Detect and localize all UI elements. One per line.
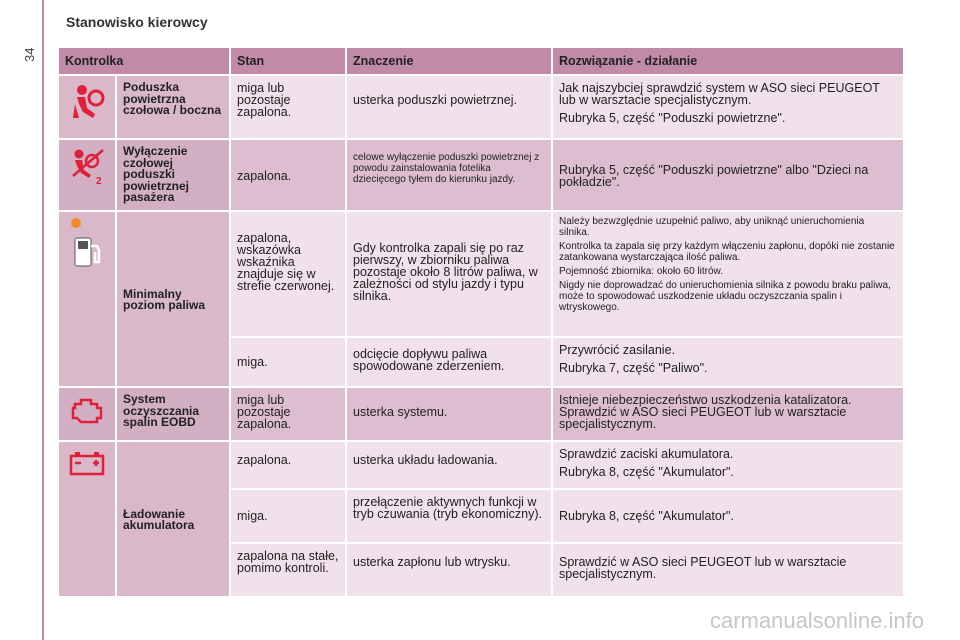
passenger-airbag-off-state: zapalona.: [230, 139, 346, 211]
airbag-state: miga lub pozostaje zapalona.: [230, 75, 346, 139]
airbag-warning-icon: [67, 82, 107, 122]
solution-text: Przywrócić zasilanie.: [559, 343, 676, 357]
page-side-bar: [42, 0, 44, 640]
battery-state-1: zapalona.: [230, 441, 346, 489]
page-number: 34: [22, 47, 37, 62]
table-row: [58, 441, 904, 489]
eobd-name: System oczyszczania spalin EOBD: [116, 387, 230, 441]
solution-text: Rubryka 5, część "Poduszki powietrzne" albo "Dzieci na pokładzie".: [559, 163, 869, 189]
watermark: carmanualsonline.info: [709, 608, 924, 633]
solution-text: Należy bezwzględnie uzupełnić paliwo, aby uniknąć unieruchomienia silnika.: [559, 216, 865, 238]
warning-lights-table: [57, 46, 905, 598]
table-row: [58, 211, 904, 337]
solution-text: Istnieje niebezpieczeństwo uszkodzenia katalizatora. Sprawdzić w ASO sieci PEUGEOT lub w warsztacie specjalistycznym.: [559, 393, 852, 431]
battery-meaning-1: usterka układu ładowania.: [346, 441, 552, 489]
solution-text: Sprawdzić w ASO sieci PEUGEOT lub w warsztacie specjalistycznym.: [559, 555, 847, 581]
low-fuel-name: Minimalny poziom paliwa: [116, 211, 230, 387]
solution-text: Nigdy nie doprowadzać do unieruchomienia silnika z powodu braku paliwa, może to spowodować uszkodzenie układu oczyszczania spalin i wtryskowego.: [559, 280, 891, 313]
eobd-solution: [552, 387, 904, 441]
table-row: [58, 75, 904, 139]
solution-text: Rubryka 7, część "Paliwo".: [559, 361, 708, 375]
low-fuel-state-1: zapalona, wskazówka wskaźnika znajduje się w strefie czerwonej.: [230, 211, 346, 337]
icon-cell: [58, 211, 116, 387]
battery-meaning-3: usterka zapłonu lub wtrysku.: [346, 543, 552, 597]
battery-solution-1: [552, 441, 904, 489]
table-row: [58, 387, 904, 441]
passenger-airbag-off-solution: [552, 139, 904, 211]
table-header-row: [58, 47, 904, 75]
passenger-airbag-off-meaning: celowe wyłączenie poduszki powietrznej z powodu zainstalowania fotelika dziecięcego tyłem do kierunku jazdy.: [346, 139, 552, 211]
solution-text: Rubryka 5, część "Poduszki powietrzne".: [559, 111, 786, 125]
icon-cell: [58, 387, 116, 441]
battery-solution-2: [552, 489, 904, 543]
svg-text:2: 2: [96, 176, 102, 186]
solution-text: Kontrolka ta zapala się przy każdym włączeniu zapłonu, dopóki nie zostanie zatankowana wystarczająca ilość paliwa.: [559, 241, 895, 263]
battery-icon: [67, 448, 107, 478]
passenger-airbag-off-name: Wyłączenie czołowej poduszki powietrznej pasażera: [116, 139, 230, 211]
battery-solution-3: [552, 543, 904, 597]
header-rozwiazanie: Rozwiązanie - działanie: [552, 47, 904, 75]
airbag-solution: [552, 75, 904, 139]
icon-cell: [58, 75, 116, 139]
low-fuel-meaning-1: Gdy kontrolka zapali się po raz pierwszy, w zbiorniku paliwa pozostaje około 8 litrów paliwa, w zależności od stylu jazdy i typu silnika.: [346, 211, 552, 337]
orange-dot-indicator: [71, 218, 81, 228]
solution-text: Rubryka 8, część "Akumulator".: [559, 509, 734, 523]
battery-meaning-2: przełączenie aktywnych funkcji w tryb czuwania (tryb ekonomiczny).: [346, 489, 552, 543]
header-stan: Stan: [230, 47, 346, 75]
table-row: [58, 139, 904, 211]
icon-cell: [58, 139, 116, 211]
header-znaczenie: Znaczenie: [346, 47, 552, 75]
section-title: Stanowisko kierowcy: [66, 14, 208, 30]
eobd-state: miga lub pozostaje zapalona.: [230, 387, 346, 441]
fuel-pump-icon: [67, 232, 107, 272]
solution-text: Sprawdzić zaciski akumulatora.: [559, 447, 734, 461]
engine-check-icon: [67, 394, 107, 428]
low-fuel-solution-1: [552, 211, 904, 337]
solution-text: Rubryka 8, część "Akumulator".: [559, 465, 734, 479]
solution-text: Jak najszybciej sprawdzić system w ASO sieci PEUGEOT lub w warsztacie specjalistycznym.: [559, 81, 880, 107]
eobd-meaning: usterka systemu.: [346, 387, 552, 441]
passenger-airbag-off-icon: [67, 146, 107, 186]
low-fuel-solution-2: [552, 337, 904, 387]
low-fuel-meaning-2: odcięcie dopływu paliwa spowodowane zderzeniem.: [346, 337, 552, 387]
icon-cell: [58, 441, 116, 597]
airbag-meaning: usterka poduszki powietrznej.: [346, 75, 552, 139]
battery-name: Ładowanie akumulatora: [116, 441, 230, 597]
solution-text: Pojemność zbiornika: około 60 litrów.: [559, 266, 723, 277]
airbag-name: Poduszka powietrzna czołowa / boczna: [116, 75, 230, 139]
low-fuel-state-2: miga.: [230, 337, 346, 387]
battery-state-3: zapalona na stałe, pomimo kontroli.: [230, 543, 346, 597]
header-kontrolka: Kontrolka: [58, 47, 230, 75]
battery-state-2: miga.: [230, 489, 346, 543]
